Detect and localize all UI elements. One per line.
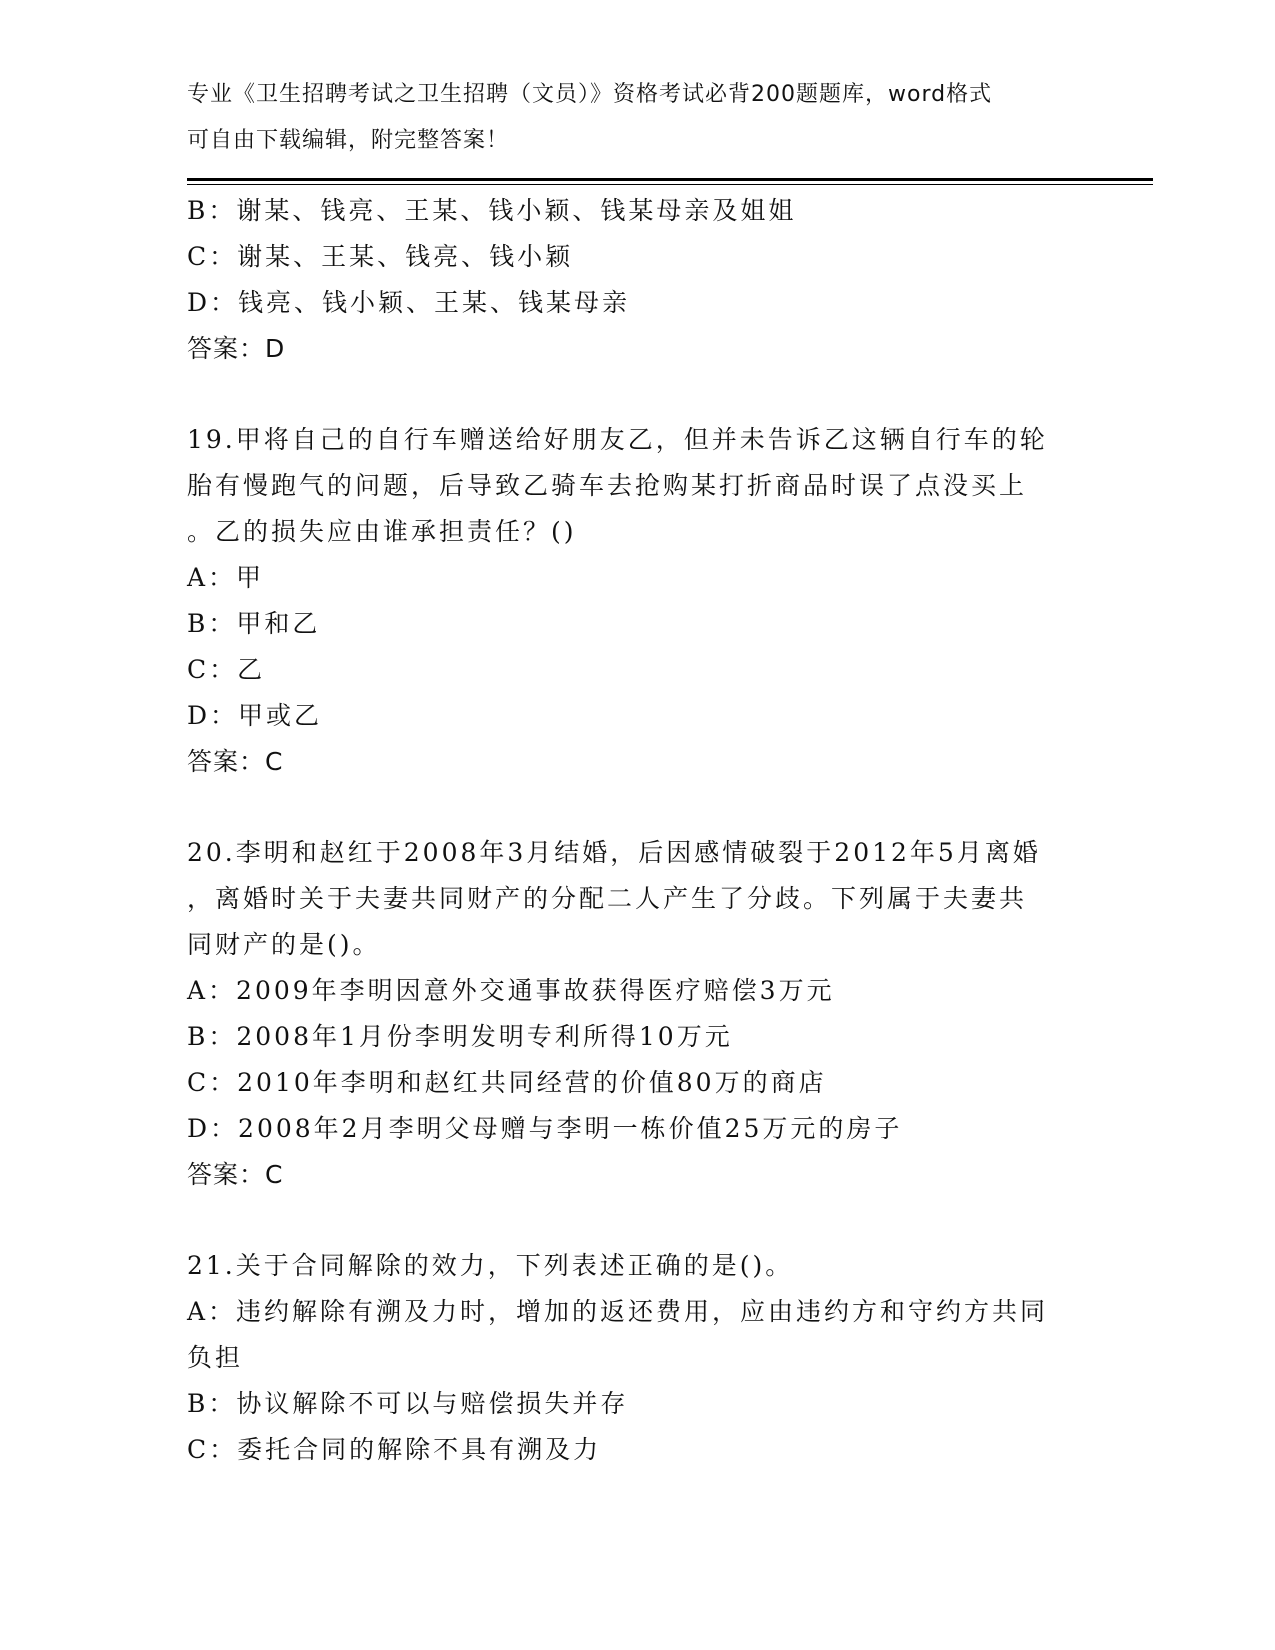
question-stem-line: 胎有慢跑气的问题，后导致乙骑车去抢购某打折商品时误了点没买上 bbox=[187, 471, 1028, 500]
question-18-tail bbox=[187, 188, 1087, 372]
header-divider-thin bbox=[187, 184, 1153, 185]
option-b: B：协议解除不可以与赔偿损失并存 bbox=[187, 1389, 629, 1418]
option-d: D：甲或乙 bbox=[187, 701, 323, 730]
question-21 bbox=[187, 1243, 1087, 1473]
question-stem-line: 同财产的是()。 bbox=[187, 930, 381, 959]
option-a: A：违约解除有溯及力时，增加的返还费用，应由违约方和守约方共同 bbox=[187, 1297, 1049, 1326]
question-stem-line: 19.甲将自己的自行车赠送给好朋友乙，但并未告诉乙这辆自行车的轮 bbox=[187, 425, 1048, 454]
answer-line: 答案：C bbox=[187, 1160, 284, 1189]
header-line-1: 专业《卫生招聘考试之卫生招聘（文员）》资格考试必背200题题库，word格式 bbox=[187, 82, 993, 107]
question-stem-line: ，离婚时关于夫妻共同财产的分配二人产生了分歧。下列属于夫妻共 bbox=[187, 884, 1028, 913]
question-stem-line: 21.关于合同解除的效力，下列表述正确的是()。 bbox=[187, 1251, 794, 1280]
option-b: B：谢某、钱亮、王某、钱小颖、钱某母亲及姐姐 bbox=[187, 196, 797, 225]
option-d: D：钱亮、钱小颖、王某、钱某母亲 bbox=[187, 288, 631, 317]
question-20 bbox=[187, 830, 1087, 1198]
question-stem-line: 。乙的损失应由谁承担责任？() bbox=[187, 517, 577, 546]
answer-line: 答案：C bbox=[187, 747, 284, 776]
option-a-continuation: 负担 bbox=[187, 1343, 244, 1372]
option-a: A：2009年李明因意外交通事故获得医疗赔偿3万元 bbox=[187, 976, 835, 1005]
question-list bbox=[187, 188, 1087, 1473]
option-c: C：委托合同的解除不具有溯及力 bbox=[187, 1435, 602, 1464]
option-c: C：谢某、王某、钱亮、钱小颖 bbox=[187, 242, 574, 271]
question-19 bbox=[187, 417, 1087, 785]
header-line-2: 可自由下载编辑，附完整答案！ bbox=[187, 128, 510, 153]
option-a: A：甲 bbox=[187, 563, 265, 592]
document-header bbox=[187, 72, 1087, 164]
option-d: D：2008年2月李明父母赠与李明一栋价值25万元的房子 bbox=[187, 1114, 903, 1143]
answer-line: 答案：D bbox=[187, 334, 286, 363]
option-b: B：甲和乙 bbox=[187, 609, 321, 638]
question-stem-line: 20.李明和赵红于2008年3月结婚，后因感情破裂于2012年5月离婚 bbox=[187, 838, 1041, 867]
header-divider-thick bbox=[187, 178, 1153, 181]
option-c: C：2010年李明和赵红共同经营的价值80万的商店 bbox=[187, 1068, 827, 1097]
option-b: B：2008年1月份李明发明专利所得10万元 bbox=[187, 1022, 733, 1051]
option-c: C：乙 bbox=[187, 655, 266, 684]
